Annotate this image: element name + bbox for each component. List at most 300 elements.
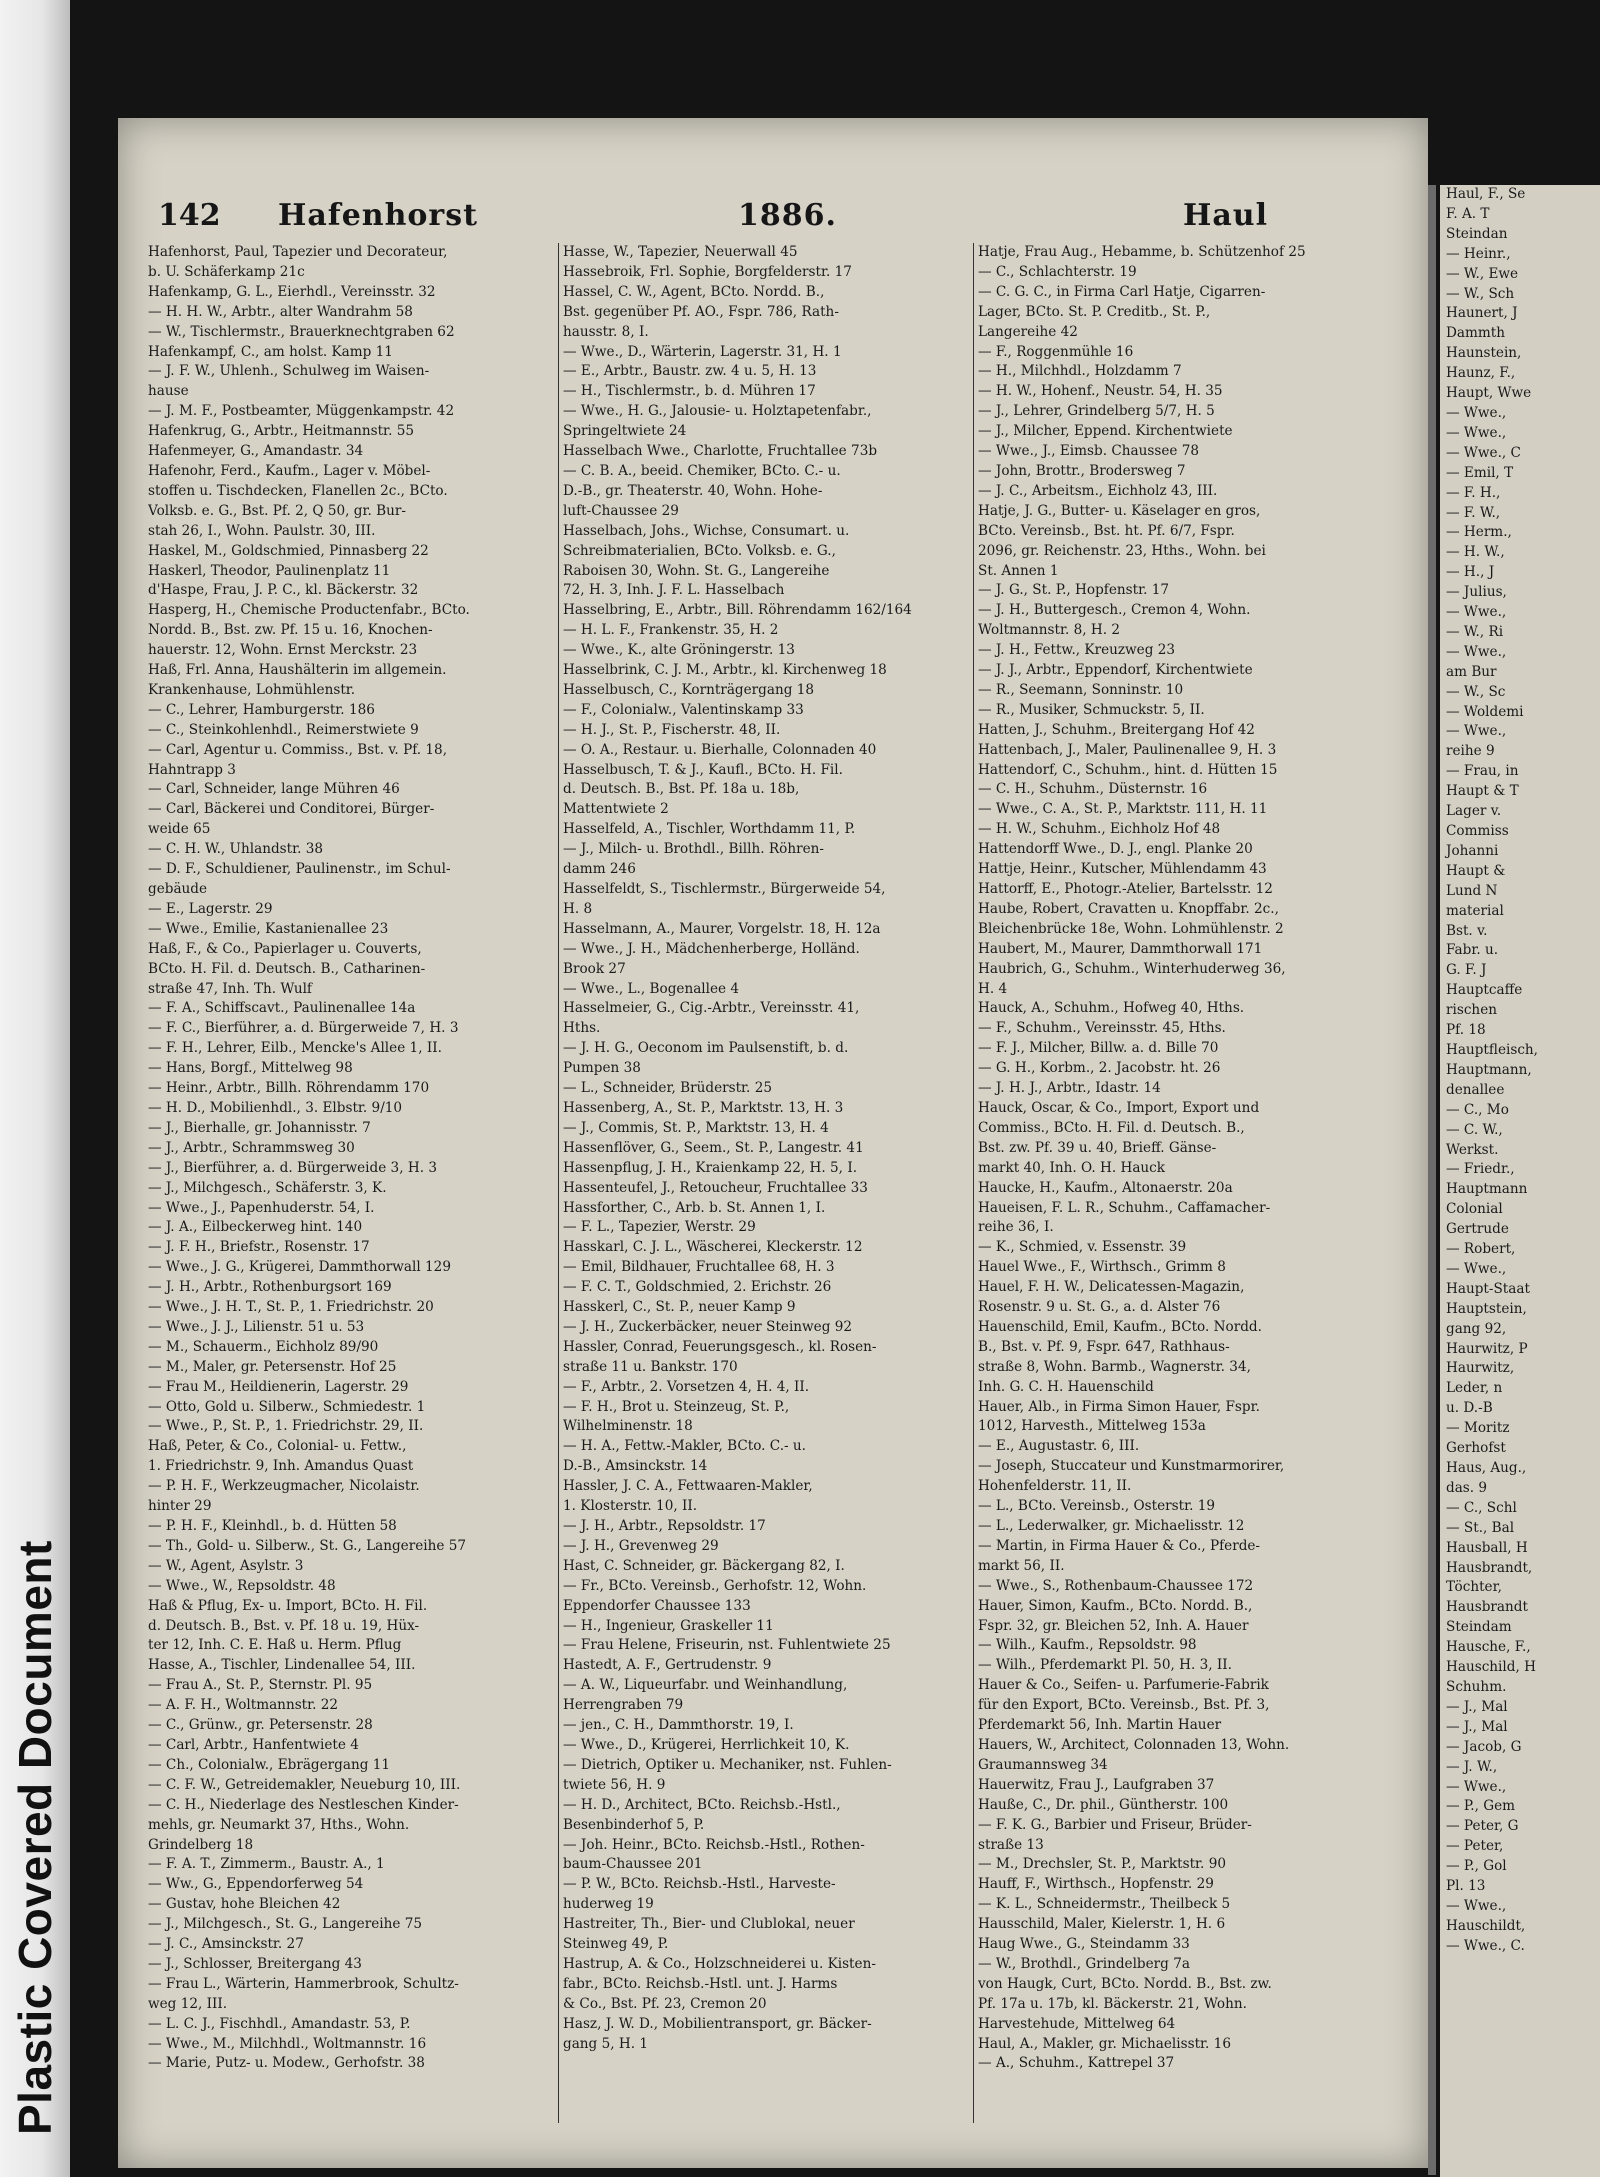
next-page-entry-fragment: Haupt, Wwe [1446,385,1532,402]
next-page-entry-fragment: Hauptfleisch, [1446,1041,1539,1058]
directory-entry: Besenbinderhof 5, P. [563,1816,705,1833]
directory-entry: gebäude [148,881,208,897]
directory-entry: — Gustav, hohe Bleichen 42 [148,1896,341,1913]
directory-entry: Hths. [563,1020,601,1037]
column-divider [973,243,974,2123]
next-page-entry-fragment: Hauschildt, [1446,1917,1526,1934]
directory-entry: — C. H., Niederlage des Nestleschen Kinder- [148,1796,459,1813]
directory-entry: Hasselfeld, A., Tischler, Worthdamm 11, P. [563,821,856,838]
directory-entry: — Wwe., J., Eimsb. Chaussee 78 [978,443,1200,460]
directory-entry: — J., Milch- u. Brothdl., Billh. Röhren- [563,841,824,858]
next-page-entry-fragment: Fabr. u. [1446,942,1499,959]
directory-entry: — Carl, Agentur u. Commiss., Bst. v. Pf. 18, [148,741,448,758]
next-page-entry-fragment: Bst. v. [1446,922,1488,939]
directory-entry: — C., Schlachterstr. 19 [978,263,1137,280]
directory-entry: Schreibmaterialien, BCto. Volksb. e. G., [563,542,836,559]
directory-entry: — F. A., Schiffscavt., Paulinenallee 14a [148,1000,416,1017]
directory-entry: Hauer, Simon, Kaufm., BCto. Nordd. B., [978,1597,1253,1614]
next-page-entry-fragment: — Wwe., [1446,404,1507,421]
directory-page [118,118,1428,2168]
directory-entry: Hassenberg, A., St. P., Marktstr. 13, H. 3 [563,1099,844,1116]
next-page-entry-fragment: — F. W., [1446,504,1501,521]
directory-entry: stoffen u. Tischdecken, Flanellen 2c., BCto. [148,482,448,499]
directory-entry: Hatje, Frau Aug., Hebamme, b. Schützenhof 25 [978,244,1306,260]
next-page-entry-fragment: — Wwe., [1446,1260,1507,1277]
directory-entry: Krankenhause, Lohmühlenstr. [148,681,356,698]
directory-entry: B., Bst. v. Pf. 9, Fspr. 647, Rathhaus- [978,1338,1230,1355]
directory-entry: — A. F. H., Woltmannstr. 22 [148,1697,339,1714]
next-page-entry-fragment: Leder, n [1446,1380,1503,1397]
next-page-entry-fragment: denallee [1446,1081,1505,1098]
directory-entry: Haskerl, Theodor, Paulinenplatz 11 [148,562,391,579]
column-divider [558,243,559,2123]
directory-entry: Hauel Wwe., F., Wirthsch., Grimm 8 [978,1259,1226,1276]
directory-entry: BCto. H. Fil. d. Deutsch. B., Catharinen- [148,960,426,977]
next-page-entry-fragment: Hauptmann, [1446,1061,1532,1078]
directory-entry: — R., Musiker, Schmuckstr. 5, II. [978,701,1205,718]
directory-entry: Pumpen 38 [563,1060,641,1077]
directory-entry: Hatje, J. G., Butter- u. Käselager en gros, [978,502,1261,519]
directory-entry: — F. C. T., Goldschmied, 2. Erichstr. 26 [563,1279,832,1296]
directory-entry: — C. H. W., Uhlandstr. 38 [148,841,324,858]
directory-entry: Hauck, A., Schuhm., Hofweg 40, Hths. [978,1000,1245,1017]
directory-entry: — Wwe., Emilie, Kastanienallee 23 [148,920,389,937]
next-page-entry-fragment: Hausball, H [1446,1539,1528,1556]
directory-entry: — J., Milchgesch., Schäferstr. 3, K. [148,1179,387,1196]
directory-entry: — Heinr., Arbtr., Billh. Röhrendamm 170 [148,1080,430,1097]
next-page-entry-fragment: — P., Gem [1446,1798,1516,1815]
next-page-entry-fragment: — Julius, [1446,584,1507,601]
next-page-entry-fragment: — Jacob, G [1446,1738,1522,1755]
directory-entry: Graumannsweg 34 [978,1756,1108,1773]
directory-entry: — Wwe., J. G., Krügerei, Dammthorwall 129 [148,1259,451,1276]
next-page-entry-fragment: Commiss [1446,823,1509,839]
next-page-entry-fragment: — J., Mal [1446,1718,1508,1735]
directory-entry: — F., Roggenmühle 16 [978,343,1134,360]
directory-entry: Wilhelminenstr. 18 [563,1418,693,1435]
next-page-entry-fragment: am Bur [1446,663,1497,680]
directory-entry: Hassforther, C., Arb. b. St. Annen 1, I. [563,1199,826,1216]
directory-entry: von Haugk, Curt, BCto. Nordd. B., Bst. zw. [978,1975,1272,1992]
directory-entry: — Carl, Arbtr., Hanfentwiete 4 [148,1736,359,1753]
directory-entry: baum-Chaussee 201 [563,1856,703,1873]
directory-entry: Hassenpflug, J. H., Kraienkamp 22, H. 5, I. [563,1159,858,1176]
directory-entry: Hauerwitz, Frau J., Laufgraben 37 [978,1776,1215,1793]
directory-entry: — C. H., Schuhm., Düsternstr. 16 [978,781,1208,798]
directory-entry: — P. W., BCto. Reichsb.-Hstl., Harveste- [563,1876,836,1893]
directory-entry: — J., Milcher, Eppend. Kirchentwiete [978,423,1233,440]
directory-entry: Hasselbach Wwe., Charlotte, Fruchtallee 73b [563,443,878,460]
directory-entry: — J., Lehrer, Grindelberg 5/7, H. 5 [978,403,1215,420]
directory-entry: — Hans, Borgf., Mittelweg 98 [148,1060,353,1077]
directory-entry: stah 26, I., Wohn. Paulstr. 30, III. [148,522,376,539]
directory-entry: BCto. Vereinsb., Bst. ht. Pf. 6/7, Fspr. [978,522,1235,539]
directory-entry: — Ch., Colonialw., Ebrägergang 11 [148,1756,391,1773]
directory-entry: — F. A. T., Zimmerm., Baustr. A., 1 [148,1856,385,1873]
directory-entry: — A. W., Liqueurfabr. und Weinhandlung, [563,1677,848,1694]
next-page-entry-fragment: — Moritz [1446,1420,1510,1437]
directory-entry: — L. C. J., Fischhdl., Amandastr. 53, P. [148,2015,411,2032]
next-page-entry-fragment: — C., Mo [1446,1101,1509,1118]
directory-entry: — Otto, Gold u. Silberw., Schmiedestr. 1 [148,1398,426,1415]
directory-entry: — Wwe., D., Krügerei, Herrlichkeit 10, K. [563,1736,850,1753]
directory-entry: — J. H., Fettw., Kreuzweg 23 [978,642,1176,659]
directory-entry: — F. C., Bierführer, a. d. Bürgerweide 7, H. 3 [148,1020,459,1037]
directory-entry: Hasskarl, C. J. L., Wäscherei, Kleckerstr. 12 [563,1239,863,1256]
directory-entry: Hafenmeyer, G., Amandastr. 34 [148,443,364,460]
next-page-entry-fragment: — Wwe., C. [1446,1937,1525,1954]
directory-entry: — H., Ingenieur, Graskeller 11 [563,1617,774,1634]
directory-entry: Haß, Peter, & Co., Colonial- u. Fettw., [148,1438,407,1455]
directory-entry: hause [148,383,189,400]
directory-entry: Pf. 17a u. 17b, kl. Bäckerstr. 21, Wohn. [978,1995,1247,2012]
directory-entry: — F., Schuhm., Vereinsstr. 45, Hths. [978,1020,1226,1037]
directory-entry: — C., Grünw., gr. Petersenstr. 28 [148,1717,373,1734]
directory-entry: Herrengraben 79 [563,1697,684,1714]
directory-entry: — C., Lehrer, Hamburgerstr. 186 [148,701,375,718]
directory-entry: Hohenfelderstr. 11, II. [978,1478,1132,1495]
directory-entry: Hattorff, E., Photogr.-Atelier, Bartelsstr. 12 [978,881,1273,897]
directory-entry: Haueisen, F. L. R., Schuhm., Caffamacher- [978,1199,1271,1216]
directory-entry: — Wilh., Pferdemarkt Pl. 50, H. 3, II. [978,1657,1232,1674]
next-page-entry-fragment: — Peter, [1446,1838,1504,1855]
directory-entry: Bleichenbrücke 18e, Wohn. Lohmühlenstr. 2 [978,920,1284,937]
directory-entry: — J. H. G., Oeconom im Paulsenstift, b. d. [563,1040,849,1057]
next-page-entry-fragment: — J., Mal [1446,1698,1508,1715]
next-page-entry-fragment: F. A. T [1446,205,1490,222]
directory-entry: — J., Bierhalle, gr. Johannisstr. 7 [148,1119,371,1136]
directory-entry: d. Deutsch. B., Bst. v. Pf. 18 u. 19, Hüx- [148,1617,420,1634]
next-page-entry-fragment: — F. H., [1446,484,1501,501]
directory-entry: — K., Schmied, v. Essenstr. 39 [978,1239,1187,1256]
directory-entry: Hauers, W., Architect, Colonnaden 13, Wohn. [978,1736,1290,1753]
directory-entry: Haube, Robert, Cravatten u. Knopffabr. 2c., [978,900,1279,917]
directory-entry: Hauck, Oscar, & Co., Import, Export und [978,1099,1260,1116]
next-page-entry-fragment: — Herm., [1446,524,1512,541]
running-head-right: Haul [1183,198,1268,233]
directory-entry: Rosenstr. 9 u. St. G., a. d. Alster 76 [978,1299,1221,1316]
directory-entry: H. 8 [563,900,593,917]
next-page-entry-fragment: Dammth [1446,325,1506,342]
page-gutter [1428,185,1436,2175]
directory-entry: — J. F. W., Uhlenh., Schulweg im Waisen- [148,363,430,380]
directory-entry: hinter 29 [148,1498,212,1515]
directory-entry: Hattenbach, J., Maler, Paulinenallee 9, H. 3 [978,741,1277,758]
next-page-entry-fragment: — Peter, G [1446,1818,1519,1835]
directory-entry: D.-B., Amsinckstr. 14 [563,1458,708,1475]
directory-entry: — Frau Helene, Friseurin, nst. Fuhlentwiete 25 [563,1637,891,1654]
next-page-entry-fragment: — Wwe., C [1446,444,1521,461]
next-page-entry-fragment: — Frau, in [1446,763,1519,780]
directory-entry: Haß, Frl. Anna, Haushälterin im allgemein. [148,662,447,679]
next-page-entry-fragment: — Wwe., [1446,604,1507,621]
directory-entry: Hassenteufel, J., Retoucheur, Fruchtallee 33 [563,1179,868,1196]
directory-entry: — Wwe., J. J., Lilienstr. 51 u. 53 [148,1318,365,1335]
directory-entry: Hasselmeier, G., Cig.-Arbtr., Vereinsstr. 41, [563,1000,860,1017]
directory-entry: Hausschild, Maler, Kielerstr. 1, H. 6 [978,1916,1226,1933]
directory-entry: Haul, A., Makler, gr. Michaelisstr. 16 [978,2035,1231,2052]
directory-entry: — H. J., St. P., Fischerstr. 48, II. [563,721,781,738]
directory-entry: — H., Tischlermstr., b. d. Mühren 17 [563,383,816,400]
directory-entry: 1. Klosterstr. 10, II. [563,1498,698,1515]
directory-entry: — Wwe., P., St. P., 1. Friedrichstr. 29, II. [148,1418,424,1435]
next-page-entry-fragment: — Robert, [1446,1241,1516,1258]
directory-entry: Hattje, Heinr., Kutscher, Mühlendamm 43 [978,861,1267,878]
directory-entry: reihe 36, I. [978,1219,1054,1236]
directory-entry: Hahntrapp 3 [148,761,236,778]
next-page-entry-fragment: Hausbrandt, [1446,1559,1533,1576]
directory-entry: — Ww., G., Eppendorferweg 54 [148,1876,364,1893]
next-page-entry-fragment: Johanni [1446,842,1499,859]
directory-entry: Hatten, J., Schuhm., Breitergang Hof 42 [978,721,1255,738]
scan-label: Plastic Covered Document [9,1540,61,2135]
running-head-left: Hafenhorst [278,198,478,233]
directory-entry: — L., BCto. Vereinsb., Osterstr. 19 [978,1498,1216,1515]
next-page-entry-fragment: Haul, F., Se [1446,186,1526,202]
directory-entry: — D. F., Schuldiener, Paulinenstr., im Schul- [148,861,451,878]
next-page-entry-fragment: das. 9 [1446,1479,1488,1496]
next-page-entry-fragment: — P., Gol [1446,1858,1507,1875]
directory-entry: 1. Friedrichstr. 9, Inh. Amandus Quast [148,1458,414,1475]
directory-entry: Pferdemarkt 56, Inh. Martin Hauer [978,1717,1222,1734]
directory-entry: — Wwe., J. H. T., St. P., 1. Friedrichstr. 20 [148,1299,434,1316]
directory-entry: Haskel, M., Goldschmied, Pinnasberg 22 [148,542,429,559]
directory-entry: Hafenohr, Ferd., Kaufm., Lager v. Möbel- [148,462,431,479]
next-page-entry-fragment: — H., J [1446,564,1495,581]
directory-entry: 1012, Harvesth., Mittelweg 153a [978,1418,1206,1435]
directory-entry: — J. H., Arbtr., Rothenburgsort 169 [148,1279,392,1296]
page-number: 142 [158,198,221,233]
next-page-entry-fragment: Steindan [1446,225,1508,242]
directory-entry: Bst. zw. Pf. 39 u. 40, Brieff. Gänse- [978,1139,1217,1156]
directory-entry: & Co., Bst. Pf. 23, Cremon 20 [563,1995,767,2012]
directory-entry: Hauel, F. H. W., Delicatessen-Magazin, [978,1279,1245,1296]
directory-entry: — J., Commis, St. P., Marktstr. 13, H. 4 [563,1119,829,1136]
directory-entry: — F. H., Brot u. Steinzeug, St. P., [563,1398,790,1415]
directory-entry: luft-Chaussee 29 [563,502,679,519]
directory-entry: — John, Brottr., Brodersweg 7 [978,462,1186,479]
directory-entry: Hafenhorst, Paul, Tapezier und Decorateur, [148,244,448,260]
directory-entry: hauerstr. 12, Wohn. Ernst Merckstr. 23 [148,642,418,659]
directory-entry: Hastrup, A. & Co., Holzschneiderei u. Kisten- [563,1955,876,1972]
directory-entry: — Joh. Heinr., BCto. Reichsb.-Hstl., Rothen- [563,1836,865,1853]
directory-entry: — W., Brothdl., Grindelberg 7a [978,1955,1190,1972]
directory-entry: Hassebroik, Frl. Sophie, Borgfelderstr. 17 [563,263,852,280]
directory-entry: — J. C., Amsinckstr. 27 [148,1936,304,1953]
directory-entry: Hasskerl, C., St. P., neuer Kamp 9 [563,1299,796,1316]
directory-entry: Eppendorfer Chaussee 133 [563,1597,751,1614]
next-page-entry-fragment: — Heinr., [1446,245,1511,262]
next-page-column [1440,185,1600,2165]
directory-entry: Steinweg 49, P. [563,1936,669,1953]
directory-entry: — K. L., Schneidermstr., Theilbeck 5 [978,1896,1231,1913]
directory-entry: Hastedt, A. F., Gertrudenstr. 9 [563,1657,772,1674]
directory-entry: markt 56, II. [978,1557,1065,1574]
next-page-entry-fragment: — Wwe., [1446,424,1507,441]
directory-entry: — F., Arbtr., 2. Vorsetzen 4, H. 4, II. [563,1378,810,1395]
directory-entry: — J. H. J., Arbtr., Idastr. 14 [978,1080,1161,1097]
directory-entry: — H. W., Schuhm., Eichholz Hof 48 [978,821,1221,838]
directory-entry: Haß & Pflug, Ex- u. Import, BCto. H. Fil. [148,1597,428,1614]
directory-entry: b. U. Schäferkamp 21c [148,263,305,280]
directory-entry: — Wwe., C. A., St. P., Marktstr. 111, H. 11 [978,801,1268,818]
directory-entry: — C., Steinkohlenhdl., Reimerstwiete 9 [148,721,419,738]
next-page-entry-fragment: — Woldemi [1446,703,1524,720]
next-page-entry-fragment: — W., Sch [1446,285,1515,302]
directory-entry: Hasselfeldt, S., Tischlermstr., Bürgerweide 54, [563,881,886,897]
directory-entry: Hasselbusch, T. & J., Kaufl., BCto. H. Fil. [563,761,843,778]
directory-entry: — E., Augustastr. 6, III. [978,1438,1140,1455]
directory-column-3 [978,243,1418,2123]
directory-entry: — H. H. W., Arbtr., alter Wandrahm 58 [148,303,413,320]
next-page-entry-fragment: G. F. J [1446,962,1487,979]
directory-entry: — J. H., Arbtr., Repsoldstr. 17 [563,1518,766,1534]
directory-entry: — C. F. W., Getreidemakler, Neueburg 10, III. [148,1776,461,1793]
directory-entry: — Wwe., S., Rothenbaum-Chaussee 172 [978,1577,1254,1594]
page-year: 1886. [738,198,837,233]
next-page-entry-fragment: Lund N [1446,882,1498,899]
directory-entry: Woltmannstr. 8, H. 2 [978,622,1121,639]
next-page-entry-fragment: — J. W., [1446,1758,1498,1775]
next-page-entry-fragment: material [1446,902,1504,919]
directory-entry: — J. F. H., Briefstr., Rosenstr. 17 [148,1239,370,1256]
directory-entry: — Wwe., K., alte Gröningerstr. 13 [563,642,795,659]
directory-entry: straße 11 u. Bankstr. 170 [563,1358,738,1375]
directory-entry: — Frau M., Heildienerin, Lagerstr. 29 [148,1378,409,1395]
directory-entry: Hasz, J. W. D., Mobilientransport, gr. Bäcker- [563,2015,872,2032]
next-page-entry-fragment: Haunert, J [1446,305,1518,322]
directory-entry: — F. H., Lehrer, Eilb., Mencke's Allee 1, II. [148,1040,442,1057]
directory-entry: Inh. G. C. H. Hauenschild [978,1378,1154,1395]
directory-entry: — Carl, Schneider, lange Mühren 46 [148,781,400,798]
directory-entry: Hafenkampf, C., am holst. Kamp 11 [148,343,393,360]
directory-entry: Hasselbusch, C., Kornträgergang 18 [563,681,815,698]
next-page-entry-fragment: Hauptmann [1446,1181,1528,1198]
directory-entry: huderweg 19 [563,1896,654,1913]
next-page-entry-fragment: Hauptstein, [1446,1300,1527,1317]
directory-entry: straße 8, Wohn. Barmb., Wagnerstr. 34, [978,1358,1251,1375]
next-page-entry-fragment: Haupt-Staat [1446,1280,1530,1297]
directory-entry: markt 40, Inh. O. H. Hauck [978,1159,1166,1176]
directory-entry: — L., Schneider, Brüderstr. 25 [563,1080,772,1097]
next-page-entry-fragment: — St., Bal [1446,1519,1515,1536]
directory-entry: St. Annen 1 [978,562,1059,579]
directory-entry: Commiss., BCto. H. Fil. d. Deutsch. B., [978,1119,1245,1136]
directory-entry: d'Haspe, Frau, J. P. C., kl. Bäckerstr. 32 [148,582,419,599]
directory-entry: — Martin, in Firma Hauer & Co., Pferde- [978,1537,1261,1554]
directory-entry: Hafenkamp, G. L., Eierhdl., Vereinsstr. 32 [148,283,436,300]
directory-entry: — Th., Gold- u. Silberw., St. G., Langereihe 57 [148,1537,467,1554]
directory-entry: Hasselbrink, C. J. M., Arbtr., kl. Kirchenweg 18 [563,662,887,679]
next-page-entry-fragment: — W., Sc [1446,683,1506,700]
directory-entry: — Wwe., D., Wärterin, Lagerstr. 31, H. 1 [563,343,842,360]
directory-entry: — E., Lagerstr. 29 [148,900,273,917]
directory-entry: — J. C., Arbeitsm., Eichholz 43, III. [978,482,1218,499]
directory-entry: — H. D., Architect, BCto. Reichsb.-Hstl., [563,1796,841,1813]
directory-entry: Lager, BCto. St. P. Creditb., St. P., [978,303,1211,320]
directory-entry: — J., Bierführer, a. d. Bürgerweide 3, H. 3 [148,1159,437,1176]
directory-entry: Haucke, H., Kaufm., Altonaerstr. 20a [978,1179,1233,1196]
directory-entry: — M., Maler, gr. Petersenstr. Hof 25 [148,1358,397,1375]
directory-entry: — Wwe., W., Repsoldstr. 48 [148,1577,336,1594]
next-page-entry-fragment: Haus, Aug., [1446,1460,1527,1476]
directory-entry: Hauer, Alb., in Firma Simon Hauer, Fspr. [978,1398,1260,1415]
directory-entry: Hasse, A., Tischler, Lindenallee 54, III. [148,1657,416,1674]
directory-column-2 [563,243,968,2123]
next-page-entry-fragment: — H. W., [1446,544,1505,561]
directory-entry: — J., Milchgesch., St. G., Langereihe 75 [148,1916,423,1933]
next-page-entry-fragment: u. D.-B [1446,1400,1493,1417]
directory-entry: Mattentwiete 2 [563,801,669,818]
directory-entry: straße 47, Inh. Th. Wulf [148,980,312,997]
directory-entry: Langereihe 42 [978,323,1078,340]
next-page-entry-fragment: Steindam [1446,1619,1512,1636]
directory-entry: — J. G., St. P., Hopfenstr. 17 [978,582,1170,599]
next-page-entry-fragment: Werkst. [1446,1141,1499,1158]
directory-entry: — Fr., BCto. Vereinsb., Gerhofstr. 12, Wohn. [563,1577,867,1594]
next-page-entry-fragment: Töchter, [1446,1579,1502,1596]
next-page-entry-fragment: Hausbrandt [1446,1599,1528,1616]
directory-entry: — Carl, Bäckerei und Conditorei, Bürger- [148,801,435,818]
directory-entry: Bst. gegenüber Pf. AO., Fspr. 786, Rath- [563,303,839,320]
directory-entry: — Wilh., Kaufm., Repsoldstr. 98 [978,1637,1197,1654]
directory-entry: weide 65 [148,821,211,838]
directory-entry: — J. H., Buttergesch., Cremon 4, Wohn. [978,602,1251,619]
directory-entry: — H. D., Mobilienhdl., 3. Elbstr. 9/10 [148,1099,403,1116]
directory-entry: — Wwe., J. H., Mädchenherberge, Holländ. [563,940,860,957]
directory-entry: — P. H. F., Kleinhdl., b. d. Hütten 58 [148,1518,397,1534]
directory-entry: — J. A., Eilbeckerweg hint. 140 [148,1219,363,1236]
directory-entry: Haubert, M., Maurer, Dammthorwall 171 [978,940,1263,957]
next-page-entry-fragment: — Friedr., [1446,1161,1515,1178]
directory-entry: Hassler, Conrad, Feuerungsgesch., kl. Rosen- [563,1338,877,1355]
next-page-entry-fragment: rischen [1446,1002,1497,1019]
directory-entry: — W., Tischlermstr., Brauerknechtgraben 62 [148,323,455,340]
directory-entry: Grindelberg 18 [148,1836,254,1853]
next-page-entry-fragment: Haunz, F., [1446,365,1516,382]
directory-entry: Harvestehude, Mittelweg 64 [978,2015,1176,2032]
next-page-entry-fragment: — Wwe., [1446,643,1507,660]
directory-entry: — J., Schlosser, Breitergang 43 [148,1955,362,1972]
next-page-entry-fragment: Pl. 13 [1446,1878,1486,1895]
next-page-entry-fragment: Gertrude [1446,1221,1509,1238]
directory-entry: — F. K. G., Barbier und Friseur, Brüder- [978,1816,1252,1833]
directory-entry: Hasperg, H., Chemische Productenfabr., BCto. [148,602,470,619]
next-page-entry-fragment: — W., Ri [1446,623,1504,640]
directory-entry: — F. L., Tapezier, Werstr. 29 [563,1219,756,1236]
directory-entry: — H., Milchhdl., Holzdamm 7 [978,363,1182,380]
directory-entry: Brook 27 [563,960,626,977]
directory-entry: d. Deutsch. B., Bst. Pf. 18a u. 18b, [563,781,800,798]
directory-entry: hausstr. 8, I. [563,323,649,340]
next-page-entry-fragment: Hauschild, H [1446,1659,1536,1676]
directory-entry: — Wwe., J., Papenhuderstr. 54, I. [148,1199,375,1216]
directory-entry: — Joseph, Stuccateur und Kunstmarmorirer, [978,1458,1285,1475]
directory-entry: fabr., BCto. Reichsb.-Hstl. unt. J. Harms [563,1975,838,1992]
next-page-entry-fragment: — Wwe., [1446,1778,1507,1795]
next-page-entry-fragment: Hausche, F., [1446,1639,1531,1656]
next-page-entry-fragment: Lager v. [1446,803,1502,820]
directory-entry: Hafenkrug, G., Arbtr., Heitmannstr. 55 [148,423,415,440]
directory-entry: — F., Colonialw., Valentinskamp 33 [563,701,804,718]
next-page-entry-fragment: Pf. 18 [1446,1022,1486,1039]
directory-entry: — L., Lederwalker, gr. Michaelisstr. 12 [978,1518,1245,1534]
directory-entry: Hattendorf, C., Schuhm., hint. d. Hütten 15 [978,761,1278,778]
next-page-fragment [1440,185,1600,2177]
directory-entry: — R., Seemann, Sonninstr. 10 [978,681,1184,698]
directory-entry: Hassel, C. W., Agent, BCto. Nordd. B., [563,283,825,300]
directory-entry: Hassenflöver, G., Seem., St. P., Langestr. 41 [563,1139,864,1156]
